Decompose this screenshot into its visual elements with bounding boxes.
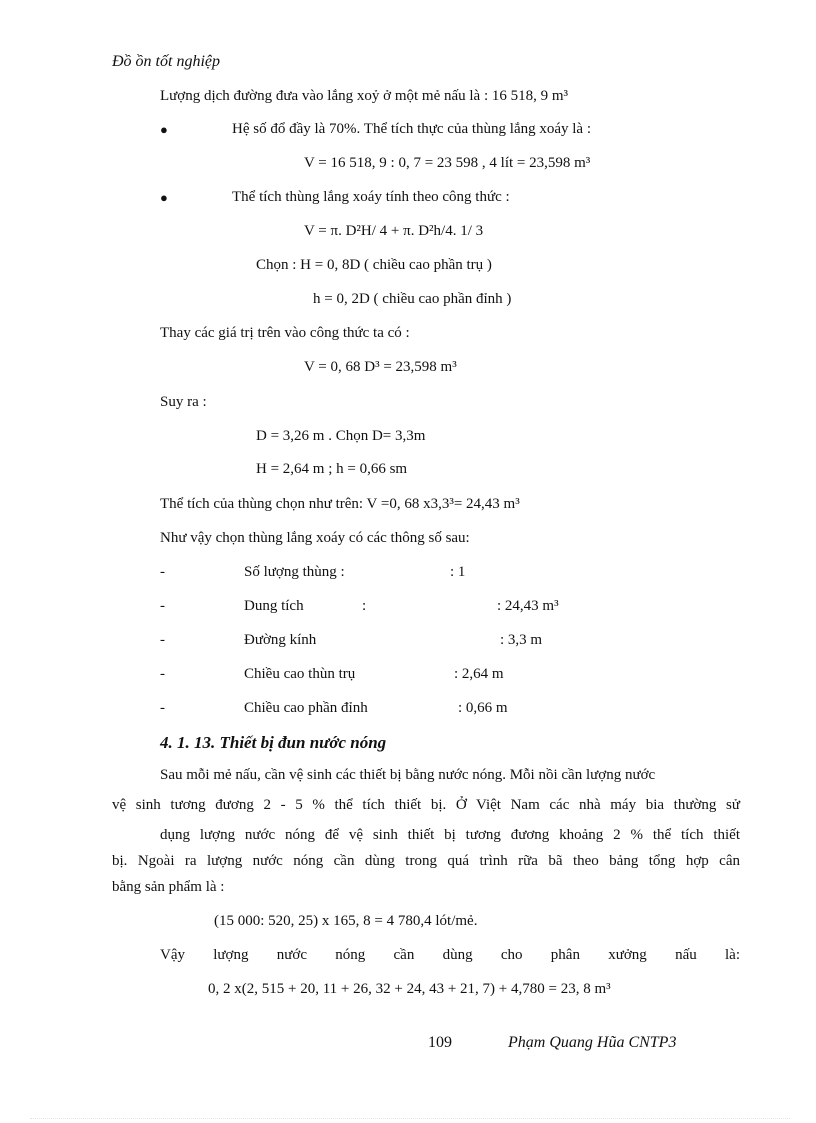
paragraph-line: vệ sinh tương đương 2 - 5 % thể tích thiết bị. Ở Việt Nam các nhà máy bia thường sử bbox=[112, 797, 740, 813]
spec-value: : 2,64 m bbox=[454, 666, 504, 682]
bullet-icon: ● bbox=[160, 122, 168, 137]
spec-value: : 24,43 m³ bbox=[497, 598, 559, 614]
text-line: Chọn : H = 0, 8D ( chiều cao phần trụ ) bbox=[256, 257, 492, 273]
paragraph-line: dụng lượng nước nóng để vệ sinh thiết bị tương đương khoảng 2 % thể tích thiết bbox=[160, 827, 740, 843]
list-dash: - bbox=[160, 666, 165, 682]
document-header: Đồ ồn tốt nghiệp bbox=[112, 53, 220, 70]
text-line: Thể tích của thùng chọn như trên: V =0, 68 x3,3³= 24,43 m³ bbox=[160, 496, 520, 512]
page-bottom-divider bbox=[30, 1118, 790, 1119]
formula-line: 0, 2 x(2, 515 + 20, 11 + 26, 32 + 24, 43 + 21, 7) + 4,780 = 23, 8 m³ bbox=[208, 981, 611, 997]
paragraph-line: bằng sản phẩm là : bbox=[112, 879, 225, 895]
text-line: Hệ số đổ đầy là 70%. Thể tích thực của thùng lắng xoáy là : bbox=[232, 121, 592, 137]
list-dash: - bbox=[160, 598, 165, 614]
paragraph-line: bị. Ngoài ra lượng nước nóng cần dùng trong quá trình rữa bã theo bảng tổng hợp cân bbox=[112, 853, 740, 869]
spec-label: Chiều cao phần đỉnh bbox=[244, 700, 368, 716]
text-line: Thể tích thùng lắng xoáy tính theo công thức : bbox=[232, 189, 510, 205]
formula-line: V = 0, 68 D³ = 23,598 m³ bbox=[304, 359, 457, 375]
spec-value: : 1 bbox=[450, 564, 466, 580]
paragraph-line: Vậy lượng nước nóng cần dùng cho phân xưởng nấu là: bbox=[160, 947, 740, 963]
text-line: Thay các giá trị trên vào công thức ta có : bbox=[160, 325, 410, 341]
formula-line: H = 2,64 m ; h = 0,66 sm bbox=[256, 461, 408, 477]
formula-line: (15 000: 520, 25) x 165, 8 = 4 780,4 lót/mẻ. bbox=[214, 913, 478, 929]
text-line: h = 0, 2D ( chiều cao phần đỉnh ) bbox=[313, 291, 512, 307]
formula-line: D = 3,26 m . Chọn D= 3,3m bbox=[256, 428, 426, 444]
list-dash: - bbox=[160, 564, 165, 580]
footer-author: Phạm Quang Hũa CNTP3 bbox=[508, 1034, 677, 1051]
spec-label: Chiều cao thùn trụ bbox=[244, 666, 356, 682]
text-line: Suy ra : bbox=[160, 394, 207, 410]
spec-value: : 0,66 m bbox=[458, 700, 508, 716]
text-line: Như vậy chọn thùng lắng xoáy có các thông số sau: bbox=[160, 530, 470, 546]
page-number: 109 bbox=[428, 1034, 452, 1051]
paragraph-line: Sau mỗi mẻ nấu, cần vệ sinh các thiết bị bằng nước nóng. Mỗi nồi cần lượng nước bbox=[160, 767, 656, 783]
list-dash: - bbox=[160, 632, 165, 648]
text-line: Lượng dịch đường đưa vào lắng xoỷ ở một mẻ nấu là : 16 518, 9 m³ bbox=[160, 88, 569, 104]
spec-label: Dung tích bbox=[244, 598, 304, 614]
formula-line: V = 16 518, 9 : 0, 7 = 23 598 , 4 lít = 23,598 m³ bbox=[304, 155, 591, 171]
list-dash: - bbox=[160, 700, 165, 716]
spec-colon: : bbox=[362, 598, 367, 614]
spec-label: Số lượng thùng : bbox=[244, 564, 345, 580]
bullet-icon: ● bbox=[160, 190, 168, 205]
section-heading: 4. 1. 13. Thiết bị đun nước nóng bbox=[160, 733, 387, 752]
spec-value: : 3,3 m bbox=[500, 632, 543, 648]
formula-line: V = π. D²H/ 4 + π. D²h/4. 1/ 3 bbox=[304, 223, 484, 239]
spec-label: Đường kính bbox=[244, 632, 317, 648]
